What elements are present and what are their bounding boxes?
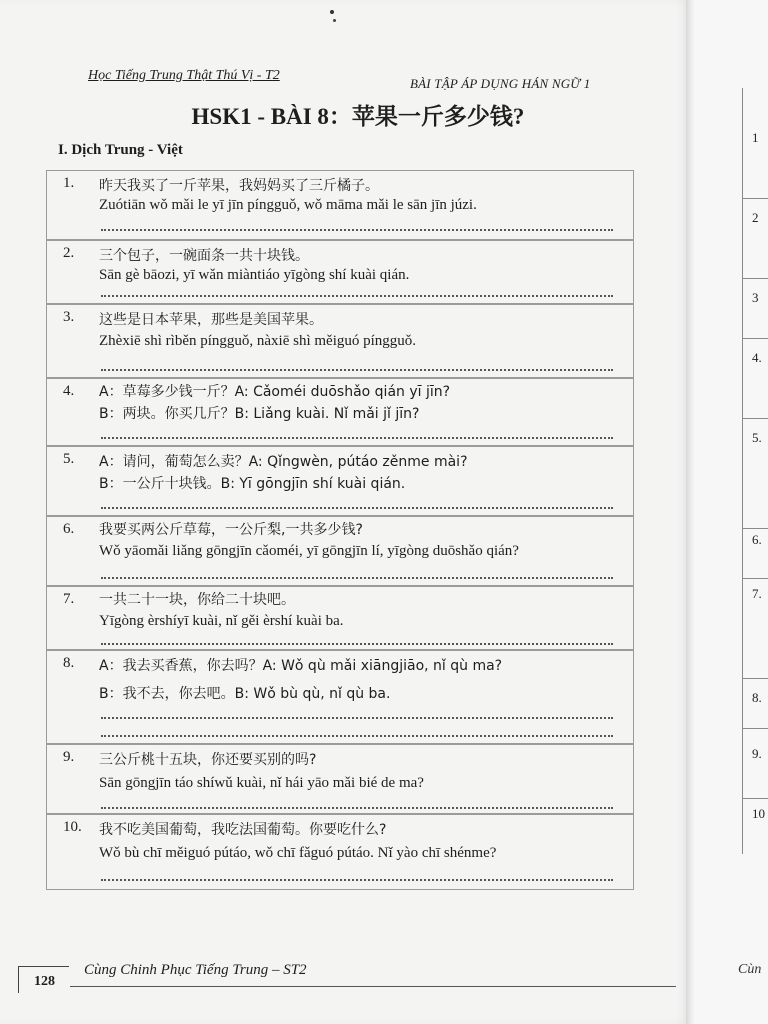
exercise-number: 10. bbox=[63, 819, 82, 835]
next-page-number: 6. bbox=[752, 532, 762, 547]
exercise-number: 6. bbox=[63, 521, 75, 537]
next-page-number: 7. bbox=[752, 586, 762, 601]
pinyin-sentence: Sān gōngjīn táo shíwǔ kuài, nǐ hái yāo mǎi bié de ma? bbox=[99, 775, 424, 791]
chinese-sentence: 一共二十一块，你给二十块吧。 bbox=[99, 592, 295, 608]
answer-line[interactable] bbox=[101, 295, 613, 297]
exercise-row bbox=[46, 378, 634, 446]
next-page-edge bbox=[694, 0, 768, 1024]
answer-line[interactable] bbox=[101, 807, 613, 809]
chinese-sentence: 我要买两公斤草莓，一公斤梨,一共多少钱? bbox=[99, 522, 363, 538]
page-gutter bbox=[686, 0, 694, 1024]
pinyin-sentence: Zuótiān wǒ mǎi le yī jīn píngguǒ, wǒ māma mǎi le sān jīn júzi. bbox=[99, 197, 477, 213]
page-number: 128 bbox=[34, 974, 55, 989]
exercise-row bbox=[46, 744, 634, 814]
next-page-number: 8. bbox=[752, 690, 762, 705]
pinyin-sentence: Zhèxiē shì rìběn píngguǒ, nàxiē shì měiguó píngguǒ. bbox=[99, 333, 417, 349]
exercise-number: 3. bbox=[63, 309, 75, 325]
exercise-row bbox=[46, 814, 634, 890]
next-page-row-line bbox=[743, 338, 768, 339]
chinese-sentence: 我不吃美国葡萄，我吃法国葡萄。你要吃什么? bbox=[99, 822, 387, 838]
answer-line[interactable] bbox=[101, 507, 613, 509]
next-page-footer: Cùn bbox=[738, 962, 762, 977]
next-page-row-line bbox=[743, 678, 768, 679]
exercise-number: 7. bbox=[63, 591, 75, 607]
next-page-row-line bbox=[743, 578, 768, 579]
answer-line[interactable] bbox=[101, 735, 613, 737]
pinyin-sentence: Wǒ bù chī měiguó pútáo, wǒ chī fǎguó pútáo. Nǐ yào chī shénme? bbox=[99, 845, 497, 861]
next-page-row-line bbox=[743, 728, 768, 729]
answer-line[interactable] bbox=[101, 717, 613, 719]
next-page-row-line bbox=[743, 418, 768, 419]
exercise-number: 5. bbox=[63, 451, 75, 467]
next-page-row-line bbox=[743, 278, 768, 279]
ink-mark bbox=[330, 10, 334, 14]
dialogue-line-a: A：请问，葡萄怎么卖？A: Qǐngwèn, pútáo zěnme mài? bbox=[99, 454, 468, 470]
chapter-header: BÀI TẬP ÁP DỤNG HÁN NGỮ 1 bbox=[410, 76, 591, 91]
chinese-sentence: 这些是日本苹果，那些是美国苹果。 bbox=[99, 312, 323, 328]
exercise-row bbox=[46, 240, 634, 304]
next-page-number: 1 bbox=[752, 130, 759, 145]
next-page-number: 5. bbox=[752, 430, 762, 445]
pinyin-sentence: Yīgòng èrshíyī kuài, nǐ gěi èrshí kuài ba. bbox=[99, 613, 344, 629]
exercise-row bbox=[46, 516, 634, 586]
next-page-number: 4. bbox=[752, 350, 762, 365]
answer-line[interactable] bbox=[101, 369, 613, 371]
exercise-number: 9. bbox=[63, 749, 75, 765]
exercise-number: 1. bbox=[63, 175, 75, 191]
answer-line[interactable] bbox=[101, 229, 613, 231]
answer-line[interactable] bbox=[101, 643, 613, 645]
exercise-row bbox=[46, 170, 634, 240]
dialogue-line-a: A：草莓多少钱一斤？A: Cǎoméi duōshǎo qián yī jīn? bbox=[99, 384, 451, 400]
pinyin-sentence: Wǒ yāomǎi liǎng gōngjīn cǎoméi, yī gōngjīn lí, yīgòng duōshǎo qián? bbox=[99, 543, 519, 559]
next-page-row-line bbox=[743, 198, 768, 199]
dialogue-line-b: B：一公斤十块钱。B: Yī gōngjīn shí kuài qián. bbox=[99, 476, 406, 492]
chinese-sentence: 三个包子，一碗面条一共十块钱。 bbox=[99, 248, 309, 264]
exercise-row bbox=[46, 586, 634, 650]
footer-rule bbox=[70, 986, 676, 987]
book-series-title: Học Tiếng Trung Thật Thú Vị - T2 bbox=[88, 68, 280, 83]
exercise-row bbox=[46, 304, 634, 378]
chinese-sentence: 三公斤桃十五块，你还要买别的吗? bbox=[99, 752, 317, 768]
next-page-row-line bbox=[743, 798, 768, 799]
answer-line[interactable] bbox=[101, 577, 613, 579]
page-title: HSK1 - BÀI 8：苹果一斤多少钱? bbox=[191, 104, 525, 129]
ink-mark bbox=[333, 19, 336, 22]
next-page-number: 10 bbox=[752, 806, 765, 821]
dialogue-line-b: B：我不去，你去吧。B: Wǒ bù qù, nǐ qù ba. bbox=[99, 686, 391, 702]
next-page-number: 9. bbox=[752, 746, 762, 761]
exercise-row bbox=[46, 446, 634, 516]
dialogue-line-a: A：我去买香蕉，你去吗？A: Wǒ qù mǎi xiāngjiāo, nǐ qù ma? bbox=[99, 658, 503, 674]
next-page-row-line bbox=[743, 528, 768, 529]
next-page-number: 3 bbox=[752, 290, 759, 305]
next-page-table bbox=[742, 88, 768, 854]
chinese-sentence: 昨天我买了一斤苹果，我妈妈买了三斤橘子。 bbox=[99, 178, 379, 194]
section-title: I. Dịch Trung - Việt bbox=[58, 142, 183, 158]
next-page-number: 2 bbox=[752, 210, 759, 225]
book-footer-title: Cùng Chinh Phục Tiếng Trung – ST2 bbox=[84, 962, 307, 978]
exercise-number: 8. bbox=[63, 655, 75, 671]
pinyin-sentence: Sān gè bāozi, yī wǎn miàntiáo yīgòng shí kuài qián. bbox=[99, 267, 410, 283]
exercise-number: 2. bbox=[63, 245, 75, 261]
answer-line[interactable] bbox=[101, 879, 613, 881]
dialogue-line-b: B：两块。你买几斤？B: Liǎng kuài. Nǐ mǎi jǐ jīn? bbox=[99, 406, 420, 422]
exercise-number: 4. bbox=[63, 383, 75, 399]
exercise-row bbox=[46, 650, 634, 744]
answer-line[interactable] bbox=[101, 437, 613, 439]
